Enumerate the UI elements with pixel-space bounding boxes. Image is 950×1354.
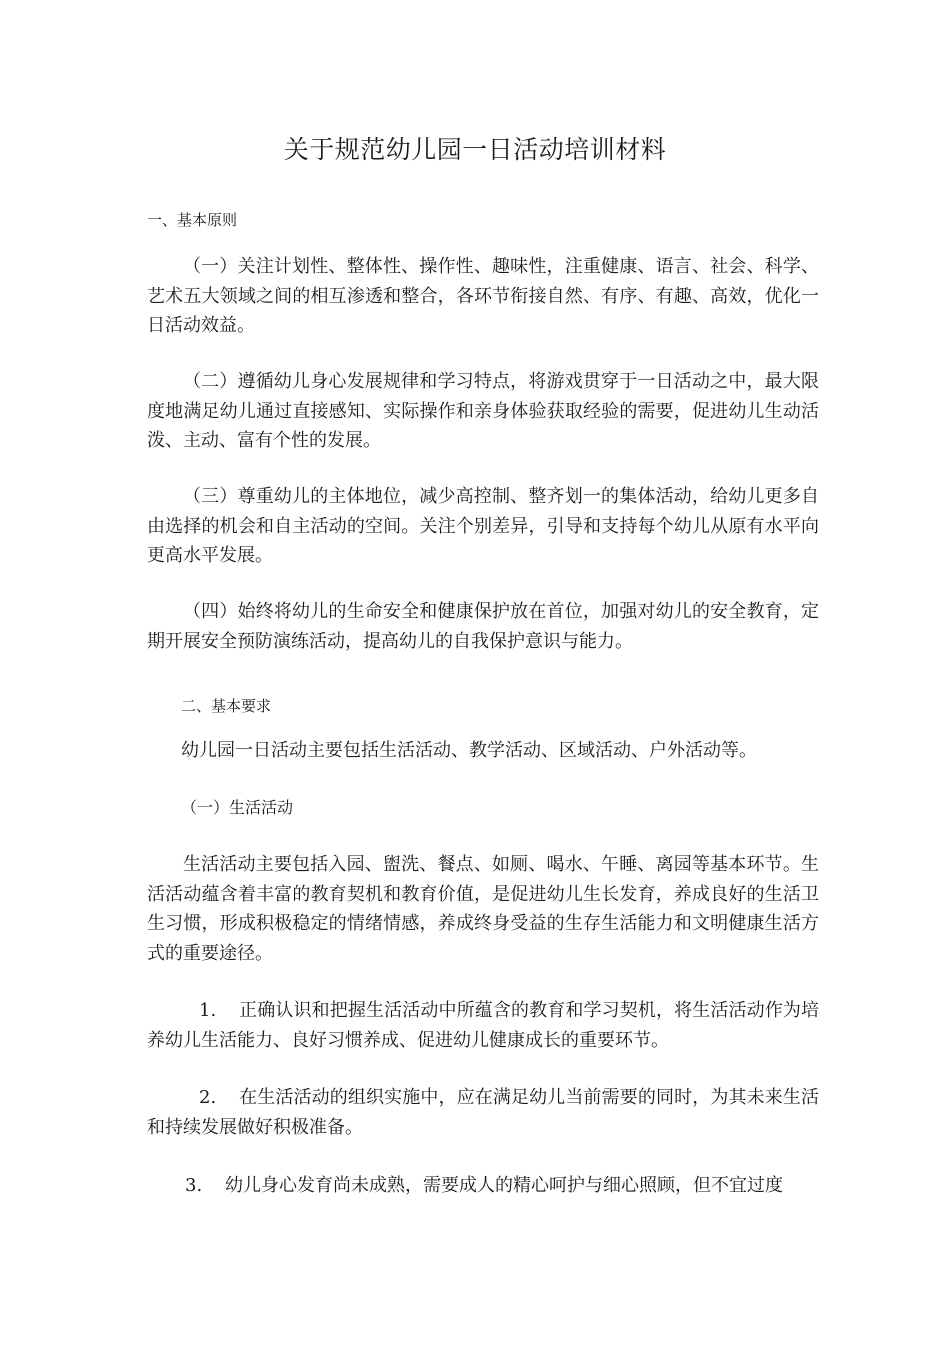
numbered-item-1 bbox=[147, 996, 819, 1055]
item-text: 在生活活动的组织实施中，应在满足幼儿当前需要的同时，为其未来生活和持续发展做好积极准备。 bbox=[147, 1087, 819, 1138]
item-text: 正确认识和把握生活活动中所蕴含的教育和学习契机，将生活活动作为培养幼儿生活能力、良好习惯养成、促进幼儿健康成长的重要环节。 bbox=[147, 1000, 819, 1051]
principle-paragraph-1: （一）关注计划性、整体性、操作性、趣味性，注重健康、语言、社会、科学、艺术五大领域之间的相互渗透和整合，各环节衔接自然、有序、有趣、高效，优化一日活动效益。 bbox=[147, 256, 819, 336]
item-number: 2. bbox=[199, 1087, 217, 1108]
subsection-heading-life-activities: （一）生活活动 bbox=[181, 798, 294, 817]
principle-paragraph-3: （三）尊重幼儿的主体地位，减少高控制、整齐划一的集体活动，给幼儿更多自由选择的机会和自主活动的空间。关注个别差异，引导和支持每个幼儿从原有水平向更高水平发展。 bbox=[147, 486, 819, 566]
section-heading-principles: 一、基本原则 bbox=[147, 211, 238, 229]
section-heading-requirements: 二、基本要求 bbox=[181, 697, 272, 715]
item-text: 幼儿身心发育尚未成熟，需要成人的精心呵护与细心照顾，但不宜过度 bbox=[225, 1175, 783, 1196]
section-intro: 幼儿园一日活动主要包括生活活动、教学活动、区域活动、户外活动等。 bbox=[181, 740, 757, 761]
document-title: 关于规范幼儿园一日活动培训材料 bbox=[283, 135, 667, 164]
item-number: 3. bbox=[185, 1175, 203, 1196]
principle-paragraph-4: （四）始终将幼儿的生命安全和健康保护放在首位，加强对幼儿的安全教育，定期开展安全预防演练活动，提高幼儿的自我保护意识与能力。 bbox=[147, 601, 819, 652]
numbered-item-2 bbox=[147, 1083, 819, 1142]
numbered-item-3 bbox=[147, 1171, 819, 1201]
principle-paragraph-2: （二）遵循幼儿身心发展规律和学习特点，将游戏贯穿于一日活动之中，最大限度地满足幼儿通过直接感知、实际操作和亲身体验获取经验的需要，促进幼儿生动活泼、主动、富有个性的发展。 bbox=[147, 371, 819, 451]
item-number: 1. bbox=[199, 1000, 217, 1021]
life-activities-paragraph: 生活活动主要包括入园、盥洗、餐点、如厕、喝水、午睡、离园等基本环节。生活活动蕴含着丰富的教育契机和教育价值，是促进幼儿生长发育，养成良好的生活卫生习惯，形成积极稳定的情绪情感，养成终身受益的生存生活能力和文明健康生活方式的重要途径。 bbox=[147, 854, 819, 964]
